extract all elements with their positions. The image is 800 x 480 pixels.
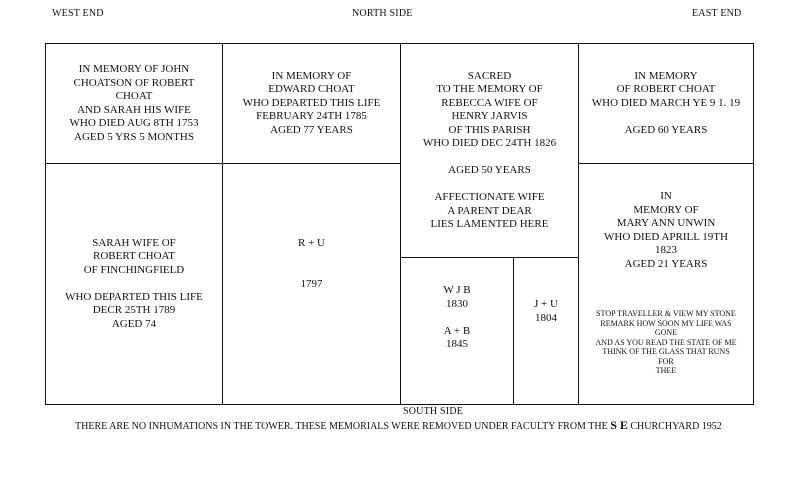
memorial-mary-ann-unwin — [578, 163, 754, 405]
west-end-label: WEST END — [52, 8, 104, 19]
footer-note-tail: CHURCHYARD 1952 — [627, 421, 722, 432]
memorial-rebecca-jarvis-text: SACRED TO THE MEMORY OF REBECCA WIFE OF HENRY JARVIS OF THIS PARISH WHO DIED DEC 24TH 1826 AGED 50 YEARS AFFECTIONATE WIFE A PARENT DEAR LIES LAMENTED HERE — [422, 69, 557, 230]
footer-note — [75, 418, 722, 433]
memorial-robert-choat-text: IN MEMORY OF ROBERT CHOAT WHO DIED MARCH YE 9 1. 19 AGED 60 YEARS — [591, 69, 741, 136]
memorial-verse-text: STOP TRAVELLER & VIEW MY STONE REMARK HOW SOON MY LIFE WAS GONE AND AS YOU READ THE STATE OF ME THINK OF THE GLASS THAT RUNS FOR THEE — [595, 309, 737, 375]
memorial-wjb-ab-text: W J B 1830 A + B 1845 — [443, 284, 471, 350]
east-end-label: EAST END — [692, 8, 742, 19]
memorial-ju-1804 — [513, 257, 579, 405]
south-side-label: SOUTH SIDE — [403, 406, 464, 417]
memorial-robert-choat — [578, 43, 754, 164]
memorial-plan — [45, 43, 754, 405]
memorial-ru-1797 — [222, 163, 401, 405]
footer-note-text: THERE ARE NO INHUMATIONS IN THE TOWER. THESE MEMORIALS WERE REMOVED UNDER FACULTY FROM THE — [75, 421, 611, 432]
memorial-ru-1797-text: R + U 1797 — [298, 237, 325, 290]
memorial-john-choatson — [45, 43, 223, 164]
memorial-edward-choat — [222, 43, 401, 164]
north-side-label: NORTH SIDE — [352, 8, 413, 19]
memorial-sarah-choat — [45, 163, 223, 405]
memorial-wjb-ab — [400, 257, 514, 405]
footer-note-bold: S E — [610, 418, 628, 432]
memorial-mary-ann-unwin-text: IN MEMORY OF MARY ANN UNWIN WHO DIED APRILL 19TH 1823 AGED 21 YEARS — [604, 190, 728, 270]
memorial-sarah-choat-text: SARAH WIFE OF ROBERT CHOAT OF FINCHINGFIELD WHO DEPARTED THIS LIFE DECR 25TH 1789 AGED 74 — [65, 236, 203, 330]
memorial-rebecca-jarvis — [400, 43, 579, 258]
memorial-john-choatson-text: IN MEMORY OF JOHN CHOATSON OF ROBERT CHOAT AND SARAH HIS WIFE WHO DIED AUG 8TH 1753 AGED 5 YRS 5 MONTHS — [69, 63, 199, 143]
memorial-edward-choat-text: IN MEMORY OF EDWARD CHOAT WHO DEPARTED THIS LIFE FEBRUARY 24TH 1785 AGED 77 YEARS — [242, 69, 381, 136]
memorial-ju-1804-text: J + U 1804 — [534, 298, 558, 324]
